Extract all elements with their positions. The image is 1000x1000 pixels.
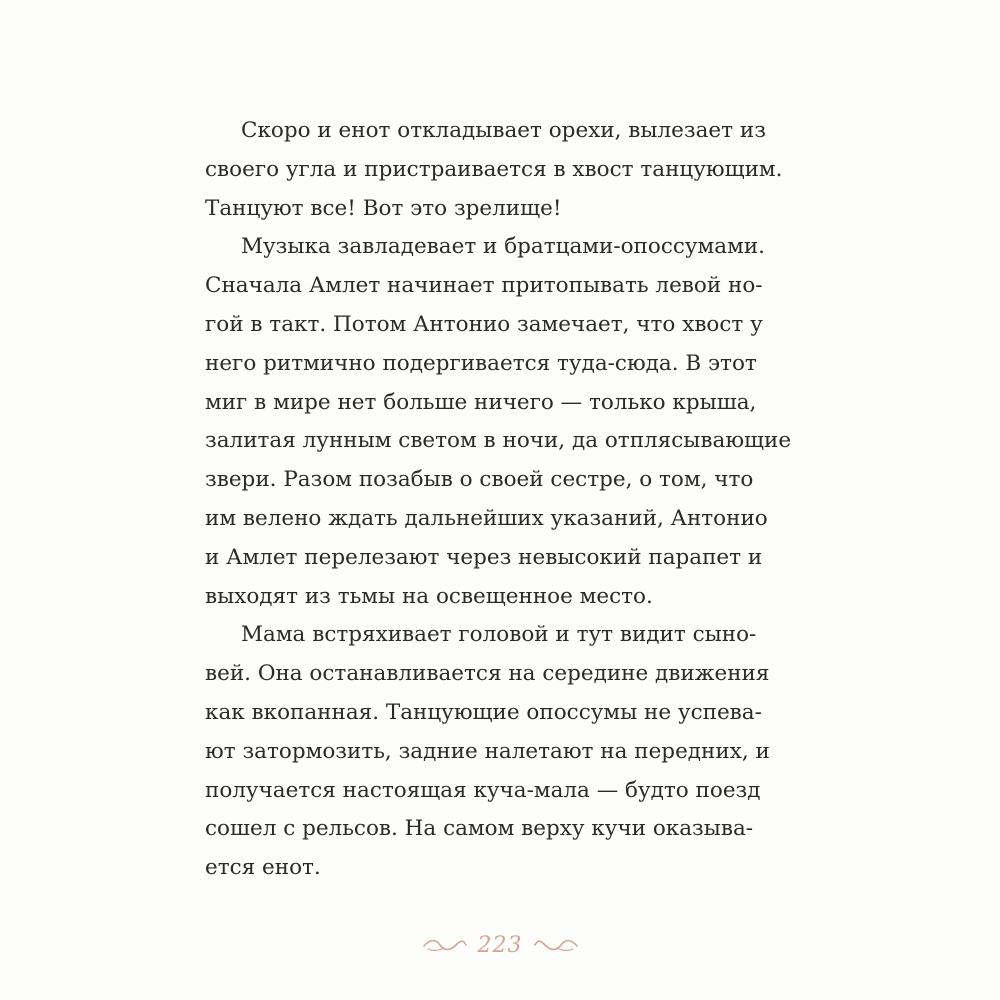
text-line: Сначала Амлет начинает притопывать левой но- [205,273,763,299]
text-line: Танцуют все! Вот это зрелище! [205,195,562,221]
paragraph [205,616,770,888]
right-flourish-icon [533,937,579,953]
text-line: как вкопанная. Танцующие опоссумы не успева- [205,699,762,725]
left-flourish-icon [422,937,468,953]
text-line: своего угла и пристраивается в хвост танцующим. [205,156,783,182]
text-line: и Амлет перелезают через невысокий парапет и [205,544,763,570]
page-number: 223 [477,932,523,958]
text-line: залитая лунным светом в ночи, да отплясывающие [205,428,792,454]
text-line: Музыка завладевает и братцами-опоссумами. [241,234,765,260]
text-line: Скоро и енот откладывает орехи, вылезает из [241,118,766,143]
paragraph [205,228,792,616]
body-text [205,112,792,888]
text-line: ется енот. [205,855,321,881]
text-line: получается настоящая куча-мала — будто поезд [205,777,761,803]
text-line: звери. Разом позабыв о своей сестре, о том, что [205,467,754,493]
text-line: выходят из тьмы на освещенное место. [205,583,653,609]
text-line: него ритмично подергивается туда-сюда. В этот [205,350,757,376]
paragraph [205,112,783,228]
text-line: ют затормозить, задние налетают на передних, и [205,738,770,764]
text-line: вей. Она останавливается на середине движения [205,661,770,687]
text-line: им велено ждать дальнейших указаний, Антонио [205,505,768,531]
text-line: Мама встряхивает головой и тут видит сыно- [241,622,757,648]
text-line: миг в мире нет больше ничего — только крыша, [205,389,757,415]
text-line: гой в такт. Потом Антонио замечает, что хвост у [205,311,763,337]
text-line: сошел с рельсов. На самом верху кучи оказыва- [205,816,754,842]
page-footer [0,925,1000,965]
